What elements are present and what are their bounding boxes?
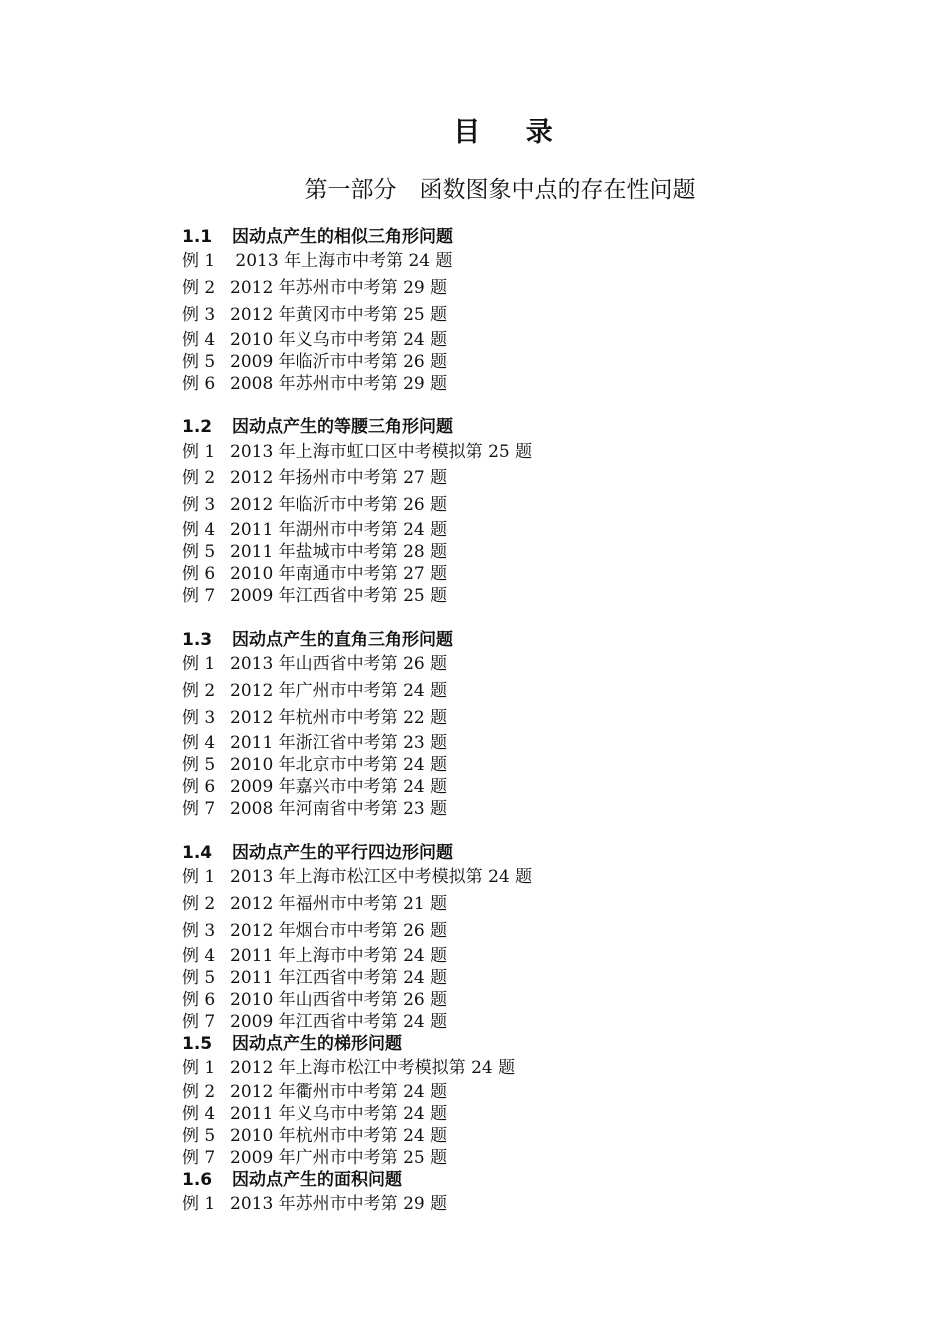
entry-text: 2011 年湖州市中考第 24 题 (230, 520, 448, 540)
entry-label: 例 4 (182, 520, 216, 540)
toc-entry[interactable] (182, 1125, 447, 1147)
toc-entry[interactable] (182, 707, 447, 729)
entry-label: 例 3 (182, 495, 216, 515)
entry-label: 例 7 (182, 1012, 216, 1032)
toc-entry[interactable] (182, 1193, 447, 1215)
toc-entry[interactable] (182, 920, 447, 942)
section-title: 因动点产生的面积问题 (232, 1170, 402, 1190)
entry-label: 例 2 (182, 468, 216, 488)
toc-entry[interactable] (182, 467, 447, 489)
entry-text: 2010 年义乌市中考第 24 题 (230, 330, 448, 350)
section-title: 因动点产生的梯形问题 (232, 1034, 402, 1054)
entry-text: 2012 年福州市中考第 21 题 (230, 894, 448, 914)
section-number: 1.3 (182, 630, 213, 650)
toc-entry[interactable] (182, 304, 447, 326)
toc-entry[interactable] (182, 585, 447, 607)
entry-text: 2009 年广州市中考第 25 题 (230, 1148, 448, 1168)
entry-text: 2009 年江西省中考第 25 题 (230, 586, 448, 606)
section-heading[interactable] (182, 842, 453, 864)
toc-entry[interactable] (182, 967, 447, 989)
entry-text: 2010 年北京市中考第 24 题 (230, 755, 448, 775)
entry-text: 2011 年盐城市中考第 28 题 (230, 542, 448, 562)
toc-entry[interactable] (182, 1103, 447, 1125)
section-title: 因动点产生的直角三角形问题 (232, 630, 453, 650)
entry-text: 2012 年烟台市中考第 26 题 (230, 921, 448, 941)
entry-text: 2011 年义乌市中考第 24 题 (230, 1104, 448, 1124)
entry-label: 例 2 (182, 1082, 216, 1102)
entry-text: 2010 年山西省中考第 26 题 (230, 990, 448, 1010)
section-heading[interactable] (182, 416, 453, 438)
entry-text: 2013 年上海市虹口区中考模拟第 25 题 (230, 442, 533, 462)
entry-text: 2012 年衢州市中考第 24 题 (230, 1082, 448, 1102)
section-number: 1.5 (182, 1034, 213, 1054)
section-number: 1.1 (182, 227, 213, 247)
entry-text: 2012 年黄冈市中考第 25 题 (230, 305, 448, 325)
entry-text: 2012 年扬州市中考第 27 题 (230, 468, 448, 488)
entry-text: 2008 年河南省中考第 23 题 (230, 799, 448, 819)
toc-entry[interactable] (182, 1147, 447, 1169)
toc-entry[interactable] (182, 494, 447, 516)
section-title: 因动点产生的平行四边形问题 (232, 843, 453, 863)
section-number: 1.4 (182, 843, 213, 863)
toc-entry[interactable] (182, 441, 532, 463)
entry-text: 2013 年上海市松江区中考模拟第 24 题 (230, 867, 533, 887)
entry-label: 例 7 (182, 799, 216, 819)
entry-text: 2009 年江西省中考第 24 题 (230, 1012, 448, 1032)
toc-entry[interactable] (182, 732, 447, 754)
entry-label: 例 6 (182, 990, 216, 1010)
entry-text: 2011 年浙江省中考第 23 题 (230, 733, 448, 753)
section-title: 因动点产生的相似三角形问题 (232, 227, 453, 247)
entry-text: 2012 年广州市中考第 24 题 (230, 681, 448, 701)
section-heading[interactable] (182, 629, 453, 651)
entry-text: 2012 年上海市松江中考模拟第 24 题 (230, 1058, 516, 1078)
toc-entry[interactable] (182, 653, 447, 675)
entry-text: 2008 年苏州市中考第 29 题 (230, 374, 448, 394)
toc-entry[interactable] (182, 893, 447, 915)
entry-label: 例 1 (182, 654, 216, 674)
toc-entry[interactable] (182, 519, 447, 541)
entry-label: 例 7 (182, 1148, 216, 1168)
entry-text: 2011 年上海市中考第 24 题 (230, 946, 448, 966)
entry-label: 例 1 (182, 251, 216, 271)
toc-entry[interactable] (182, 754, 447, 776)
entry-text: 2010 年杭州市中考第 24 题 (230, 1126, 448, 1146)
entry-label: 例 1 (182, 1194, 216, 1214)
entry-text: 2012 年苏州市中考第 29 题 (230, 278, 448, 298)
toc-entry[interactable] (182, 1081, 447, 1103)
entry-label: 例 2 (182, 894, 216, 914)
entry-text: 2012 年杭州市中考第 22 题 (230, 708, 448, 728)
entry-text: 2011 年江西省中考第 24 题 (230, 968, 448, 988)
toc-entry[interactable] (182, 541, 447, 563)
entry-label: 例 5 (182, 542, 216, 562)
entry-label: 例 3 (182, 305, 216, 325)
toc-entry[interactable] (182, 1011, 447, 1033)
part-title: 第一部分 函数图象中点的存在性问题 (304, 177, 696, 203)
section-number: 1.2 (182, 417, 213, 437)
toc-entry[interactable] (182, 1057, 515, 1079)
entry-label: 例 4 (182, 1104, 216, 1124)
entry-text: 2013 年上海市中考第 24 题 (230, 251, 453, 271)
entry-label: 例 3 (182, 921, 216, 941)
toc-entry[interactable] (182, 776, 447, 798)
entry-label: 例 3 (182, 708, 216, 728)
toc-entry[interactable] (182, 563, 447, 585)
section-number: 1.6 (182, 1170, 213, 1190)
entry-label: 例 2 (182, 681, 216, 701)
entry-text: 2013 年苏州市中考第 29 题 (230, 1194, 448, 1214)
toc-entry[interactable] (182, 798, 447, 820)
toc-entry[interactable] (182, 351, 447, 373)
entry-label: 例 5 (182, 755, 216, 775)
toc-entry[interactable] (182, 866, 532, 888)
entry-text: 2009 年临沂市中考第 26 题 (230, 352, 448, 372)
entry-label: 例 1 (182, 867, 216, 887)
section-heading[interactable] (182, 1169, 402, 1191)
entry-label: 例 5 (182, 1126, 216, 1146)
section-title: 因动点产生的等腰三角形问题 (232, 417, 453, 437)
entry-text: 2010 年南通市中考第 27 题 (230, 564, 448, 584)
entry-label: 例 5 (182, 352, 216, 372)
toc-entry[interactable] (182, 250, 453, 272)
entry-label: 例 6 (182, 374, 216, 394)
section-heading[interactable] (182, 1033, 402, 1055)
entry-label: 例 4 (182, 946, 216, 966)
entry-label: 例 6 (182, 564, 216, 584)
entry-label: 例 5 (182, 968, 216, 988)
entry-label: 例 2 (182, 278, 216, 298)
entry-label: 例 6 (182, 777, 216, 797)
entry-label: 例 4 (182, 330, 216, 350)
toc-entry[interactable] (182, 945, 447, 967)
entry-text: 2009 年嘉兴市中考第 24 题 (230, 777, 448, 797)
toc-entry[interactable] (182, 989, 447, 1011)
toc-entry[interactable] (182, 373, 447, 395)
entry-text: 2013 年山西省中考第 26 题 (230, 654, 448, 674)
entry-label: 例 1 (182, 442, 216, 462)
entry-text: 2012 年临沂市中考第 26 题 (230, 495, 448, 515)
toc-entry[interactable] (182, 680, 447, 702)
toc-entry[interactable] (182, 277, 447, 299)
page-title: 目 录 (453, 117, 571, 148)
section-heading[interactable] (182, 226, 453, 248)
entry-label: 例 4 (182, 733, 216, 753)
entry-label: 例 1 (182, 1058, 216, 1078)
entry-label: 例 7 (182, 586, 216, 606)
toc-entry[interactable] (182, 329, 447, 351)
